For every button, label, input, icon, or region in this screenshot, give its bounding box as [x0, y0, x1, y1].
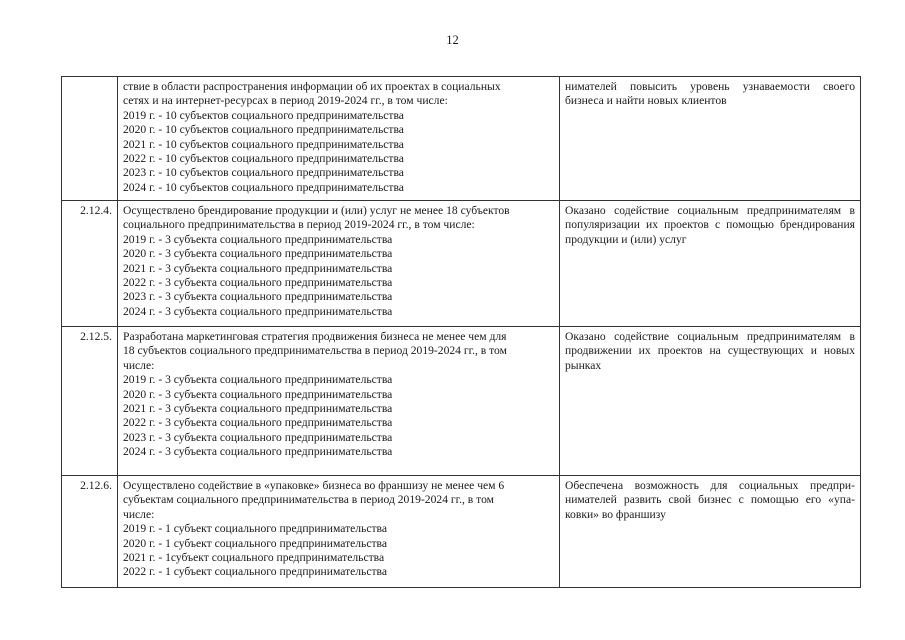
year-target-line: 2023 г. - 10 субъектов социального предпринимательства: [123, 166, 404, 180]
item-number: 2.12.6.: [62, 476, 118, 588]
expected-result: Обеспечена возможность для социальных предпринимателей развить свой бизнес с помощью его «упаковки» во франшизу: [560, 476, 861, 588]
measure-description: [118, 476, 560, 588]
table-row: [62, 77, 861, 201]
year-target-line: 2020 г. - 3 субъекта социального предпринимательства: [123, 247, 393, 261]
description-line: Разработана маркетинговая стратегия продвижения бизнеса не менее чем для: [123, 330, 507, 343]
year-target-line: 2020 г. - 10 субъектов социального предпринимательства: [123, 123, 404, 137]
measure-description: [118, 201, 560, 327]
expected-result: Оказано содействие социальным предпринимателям в популяризации их проектов с помощью брендирования продукции и (или) услуг: [560, 201, 861, 327]
year-target-line: 2019 г. - 10 субъектов социального предпринимательства: [123, 108, 404, 122]
year-target-line: 2021 г. - 10 субъектов социального предпринимательства: [123, 137, 404, 151]
year-target-line: 2022 г. - 1 субъект социального предпринимательства: [123, 565, 388, 579]
year-target-line: 2023 г. - 3 субъекта социального предпринимательства: [123, 290, 393, 304]
year-target-line: 2019 г. - 1 субъект социального предпринимательства: [123, 522, 388, 536]
item-number: [62, 77, 118, 201]
year-target-line: 2022 г. - 3 субъекта социального предпринимательства: [123, 416, 393, 430]
description-line: числе:: [123, 507, 155, 521]
year-target-line: 2020 г. - 1 субъект социального предпринимательства: [123, 536, 388, 550]
description-line: социального предпринимательства в период 2019-2024 гг., в том числе:: [123, 218, 475, 232]
year-target-line: 2021 г. - 1субъект социального предпринимательства: [123, 551, 385, 565]
measure-description: [118, 77, 560, 201]
description-line: ствие в области распространения информации об их проектах в социальных: [123, 80, 501, 93]
page-number: 12: [446, 33, 459, 47]
year-target-line: 2024 г. - 3 субъекта социального предпринимательства: [123, 445, 393, 459]
year-target-line: 2023 г. - 3 субъекта социального предпринимательства: [123, 430, 393, 444]
item-number: 2.12.5.: [62, 327, 118, 476]
measures-table: [61, 76, 861, 588]
expected-result: Оказано содействие социальным предпринимателям в продвижении их проектов на существующих и новых рынках: [560, 327, 861, 476]
year-target-line: 2020 г. - 3 субъекта социального предпринимательства: [123, 387, 393, 401]
year-target-line: 2021 г. - 3 субъекта социального предпринимательства: [123, 402, 393, 416]
expected-result: нимателей повысить уровень узнаваемости своего бизнеса и найти новых клиентов: [560, 77, 861, 201]
year-target-line: 2019 г. - 3 субъекта социального предпринимательства: [123, 232, 393, 246]
item-number: 2.12.4.: [62, 201, 118, 327]
description-line: числе:: [123, 358, 155, 372]
description-line: Осуществлено брендирование продукции и (или) услуг не менее 18 субъектов: [123, 204, 510, 217]
year-target-line: 2022 г. - 10 субъектов социального предпринимательства: [123, 152, 404, 166]
description-line: Осуществлено содействие в «упаковке» бизнеса во франшизу не менее чем 6: [123, 479, 505, 492]
description-line: субъектам социального предпринимательства в период 2019-2024 гг., в том: [123, 493, 494, 507]
measure-description: [118, 327, 560, 476]
year-target-line: 2022 г. - 3 субъекта социального предпринимательства: [123, 276, 393, 290]
description-line: сетях и на интернет-ресурсах в период 2019-2024 гг., в том числе:: [123, 94, 448, 108]
description-line: 18 субъектов социального предпринимательства в период 2019-2024 гг., в том: [123, 344, 507, 358]
table-row: [62, 201, 861, 327]
table-row: [62, 327, 861, 476]
year-target-line: 2019 г. - 3 субъекта социального предпринимательства: [123, 373, 393, 387]
year-target-line: 2024 г. - 3 субъекта социального предпринимательства: [123, 304, 393, 318]
year-target-line: 2024 г. - 10 субъектов социального предпринимательства: [123, 180, 404, 194]
year-target-line: 2021 г. - 3 субъекта социального предпринимательства: [123, 261, 393, 275]
table-row: [62, 476, 861, 588]
